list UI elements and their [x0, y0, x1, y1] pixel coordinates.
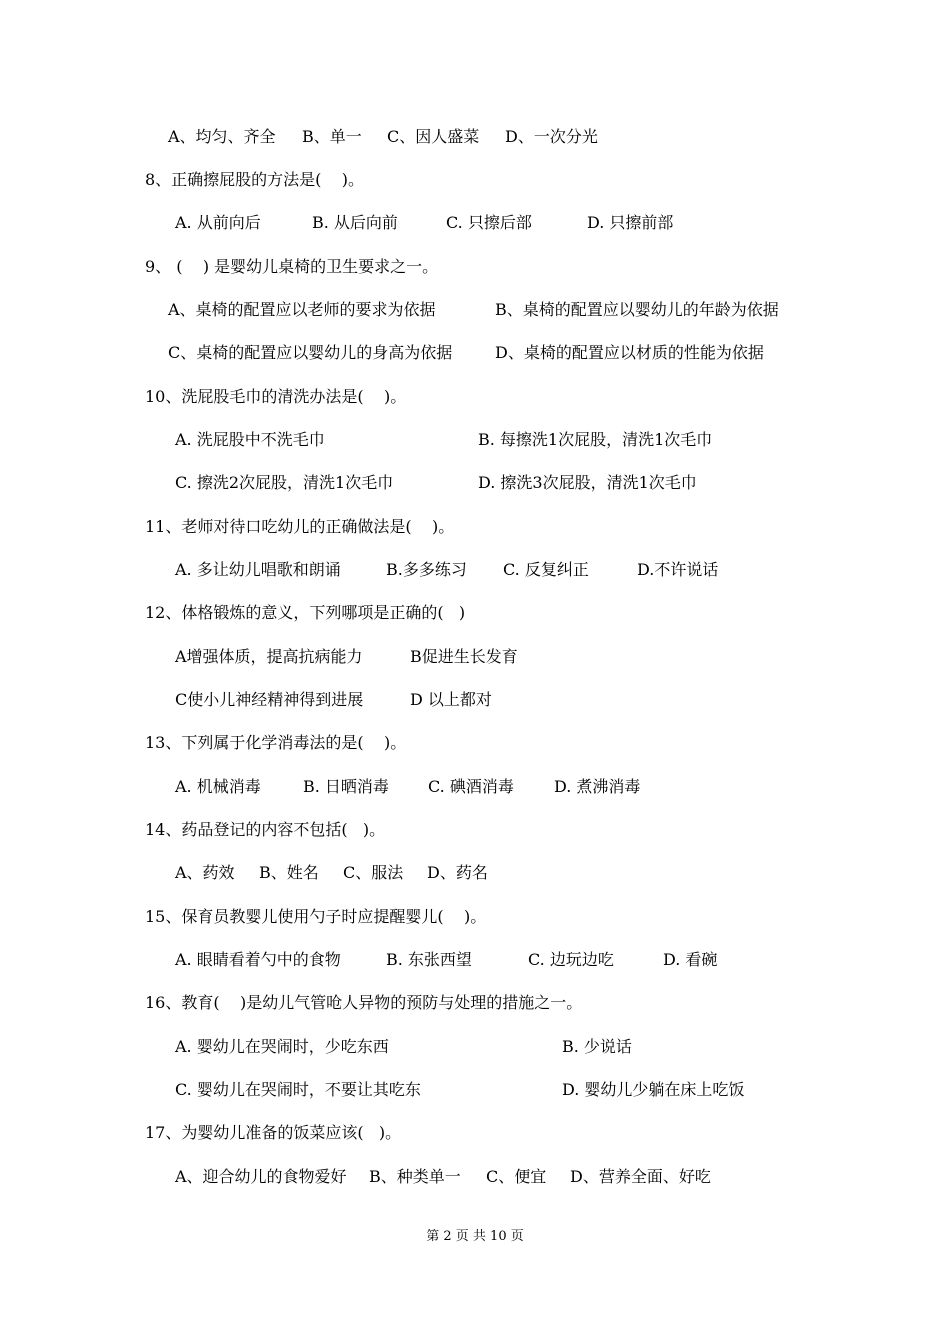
answer-option: A、均匀、齐全: [168, 127, 276, 146]
answer-option: C. 擦洗2次屁股，清洗1次毛巾: [175, 473, 394, 492]
answer-option: D、一次分光: [505, 127, 598, 146]
question-text: 16、教育( )是幼儿气管呛人异物的预防与处理的措施之一。: [145, 993, 583, 1012]
answer-option: C. 碘酒消毒: [428, 777, 514, 796]
answer-option: C、桌椅的配置应以婴幼儿的身高为依据: [168, 343, 453, 362]
answer-option: B、姓名: [259, 863, 319, 882]
answer-option: B. 日晒消毒: [303, 777, 389, 796]
answer-option: A、药效: [175, 863, 235, 882]
answer-option: A、桌椅的配置应以老师的要求为依据: [168, 300, 436, 319]
answer-option: C使小儿神经精神得到进展: [175, 690, 364, 709]
answer-option: C、服法: [343, 863, 404, 882]
answer-option: D. 擦洗3次屁股，清洗1次毛巾: [478, 473, 697, 492]
answer-option: D、药名: [427, 863, 488, 882]
question-text: 10、洗屁股毛巾的清洗办法是( )。: [145, 387, 407, 406]
answer-option: B、单一: [302, 127, 362, 146]
answer-option: C、便宜: [486, 1167, 547, 1186]
answer-option: A. 从前向后: [175, 213, 261, 232]
answer-option: C、因人盛菜: [387, 127, 480, 146]
answer-option: D. 看碗: [663, 950, 718, 969]
answer-option: D.不许说话: [637, 560, 719, 579]
answer-option: C. 反复纠正: [503, 560, 589, 579]
answer-option: B、桌椅的配置应以婴幼儿的年龄为依据: [495, 300, 779, 319]
answer-option: B、种类单一: [369, 1167, 461, 1186]
question-text: 11、老师对待口吃幼儿的正确做法是( )。: [145, 517, 455, 536]
answer-option: D. 婴幼儿少躺在床上吃饭: [562, 1080, 745, 1099]
question-text: 8、正确擦屁股的方法是( )。: [145, 170, 365, 189]
answer-option: D. 煮沸消毒: [554, 777, 641, 796]
answer-option: C. 边玩边吃: [528, 950, 614, 969]
question-text: 12、体格锻炼的意义，下列哪项是正确的( ): [145, 603, 466, 622]
answer-option: C. 只擦后部: [446, 213, 532, 232]
answer-option: A增强体质，提高抗病能力: [175, 647, 363, 666]
answer-option: A. 机械消毒: [175, 777, 261, 796]
answer-option: A、迎合幼儿的食物爱好: [175, 1167, 347, 1186]
question-text: 13、下列属于化学消毒法的是( )。: [145, 733, 407, 752]
question-text: 14、药品登记的内容不包括( )。: [145, 820, 386, 839]
question-text: 17、为婴幼儿准备的饭菜应该( )。: [145, 1123, 402, 1142]
page-footer: 第 2 页 共 10 页: [426, 1229, 524, 1244]
answer-option: A. 洗屁股中不洗毛巾: [175, 430, 325, 449]
answer-option: B. 少说话: [562, 1037, 632, 1056]
answer-option: B. 从后向前: [312, 213, 398, 232]
answer-option: B.多多练习: [386, 560, 467, 579]
answer-option: D、桌椅的配置应以材质的性能为依据: [495, 343, 764, 362]
answer-option: C. 婴幼儿在哭闹时，不要让其吃东: [175, 1080, 421, 1099]
question-text: 9、 ( ) 是婴幼儿桌椅的卫生要求之一。: [145, 257, 439, 276]
answer-option: B促进生长发育: [410, 647, 518, 666]
answer-option: A. 婴幼儿在哭闹时，少吃东西: [175, 1037, 389, 1056]
answer-option: A. 眼睛看着勺中的食物: [175, 950, 341, 969]
answer-option: D. 只擦前部: [587, 213, 674, 232]
answer-option: A. 多让幼儿唱歌和朗诵: [175, 560, 341, 579]
answer-option: B. 每擦洗1次屁股，清洗1次毛巾: [478, 430, 713, 449]
answer-option: D 以上都对: [410, 690, 492, 709]
question-text: 15、保育员教婴儿使用勺子时应提醒婴儿( )。: [145, 907, 487, 926]
answer-option: D、营养全面、好吃: [570, 1167, 711, 1186]
answer-option: B. 东张西望: [386, 950, 472, 969]
